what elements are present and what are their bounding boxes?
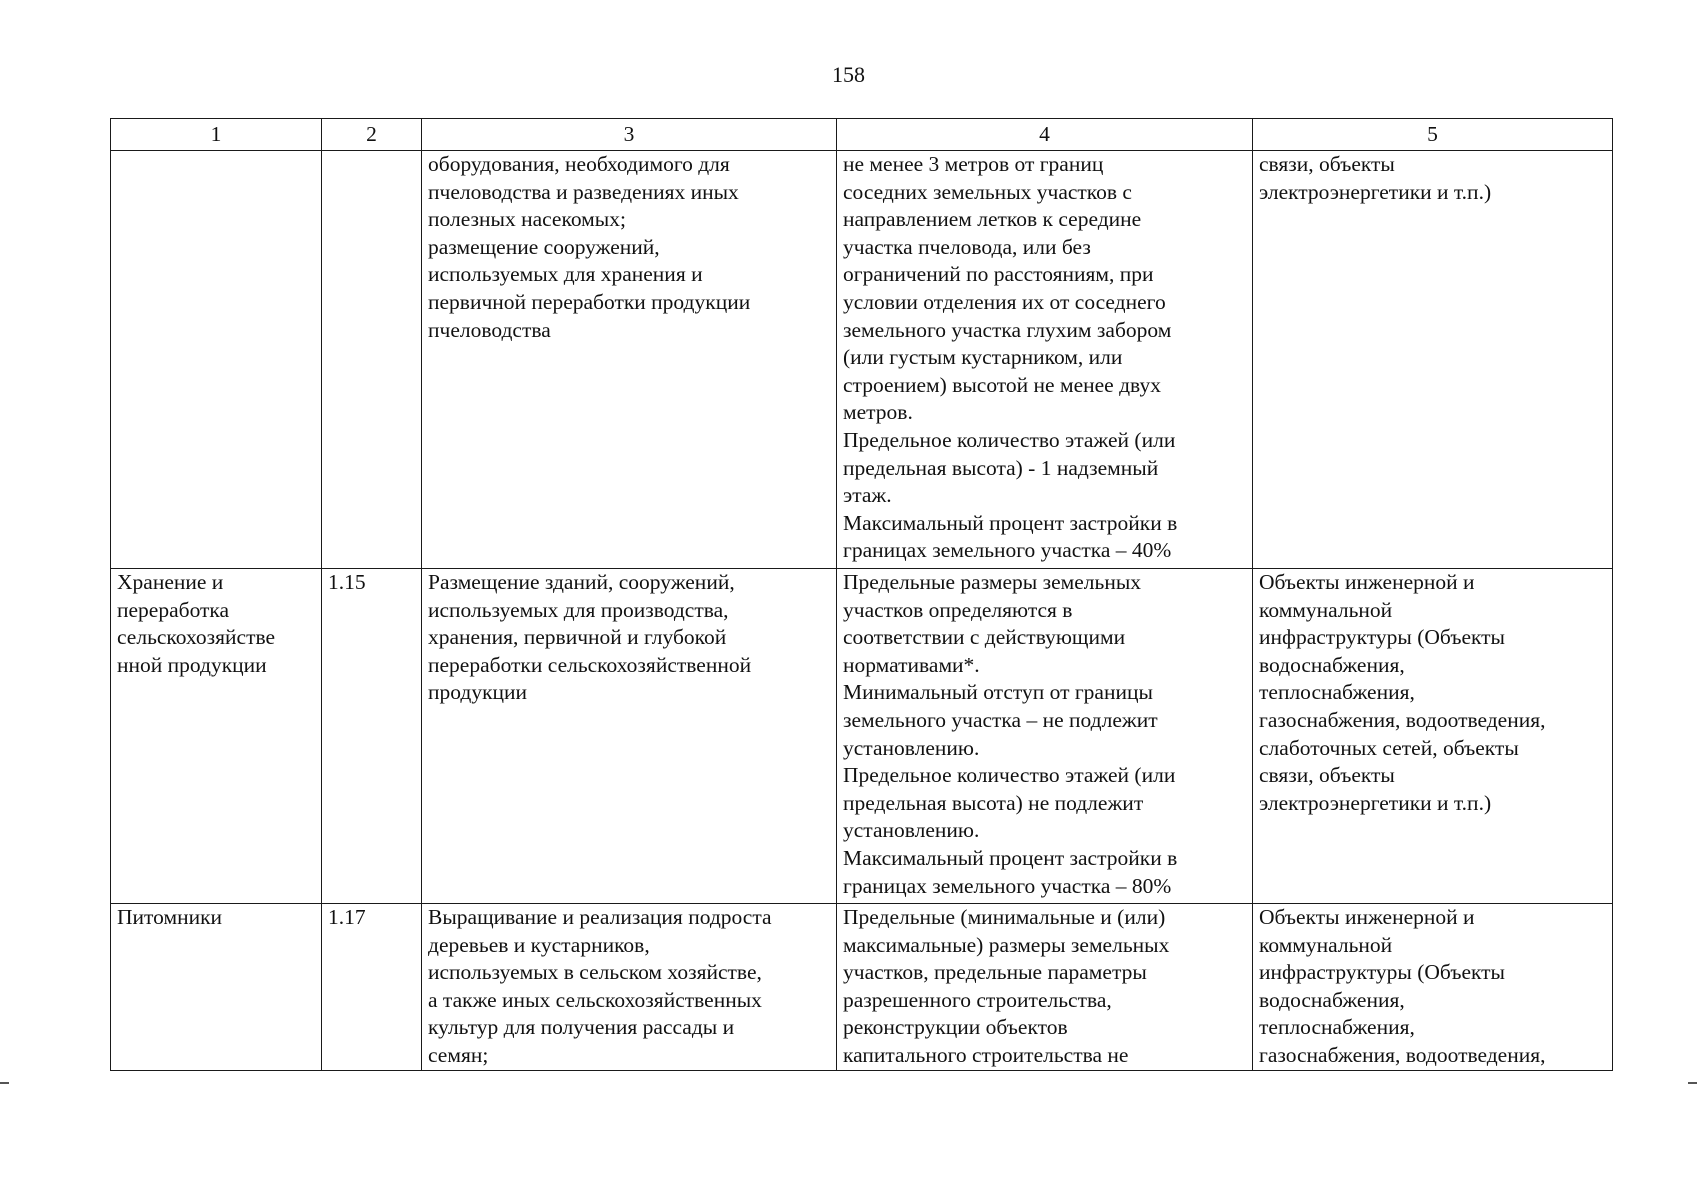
limit-parameters-cell: не менее 3 метров от границ соседних земельных участков с направлением летков к середине участка пчеловода, или без ограничений по расстояниям, при условии отделения их от соседнего земельного участка глухим забором (или густым кустарником, или строением) высотой не менее двух метров. Предельное количество этажей (или предельная высота) - 1 надземный этаж. Максимальный процент застройки в границах земельного участка – 40%: [837, 151, 1253, 569]
scan-edge-mark-left: [0, 1082, 9, 1084]
use-name-cell: [111, 151, 322, 569]
table-row: [111, 151, 1613, 569]
limit-parameters-cell: Предельные (минимальные и (или) максимальные) размеры земельных участков, предельные параметры разрешенного строительства, реконструкции объектов капитального строительства не: [837, 904, 1253, 1071]
use-description-cell: Размещение зданий, сооружений, используемых для производства, хранения, первичной и глубокой переработки сельскохозяйственной продукции: [422, 569, 837, 904]
column-header-1: 1: [111, 119, 322, 151]
page-number: 158: [832, 62, 865, 87]
use-name-cell: Хранение и переработка сельскохозяйстве нной продукции: [111, 569, 322, 904]
use-name-cell: Питомники: [111, 904, 322, 1071]
table-header-row: [111, 119, 1613, 151]
use-description-cell: оборудования, необходимого для пчеловодства и разведениях иных полезных насекомых; размещение сооружений, используемых для хранения и первичной переработки продукции пчеловодства: [422, 151, 837, 569]
zoning-table: [110, 118, 1613, 1071]
scan-edge-mark-right: [1688, 1082, 1697, 1084]
column-header-2: 2: [322, 119, 422, 151]
permitted-objects-cell: Объекты инженерной и коммунальной инфраструктуры (Объекты водоснабжения, теплоснабжения, газоснабжения, водоотведения, слаботочных сетей, объекты связи, объекты электроэнергетики и т.п.): [1253, 569, 1613, 904]
column-header-5: 5: [1253, 119, 1613, 151]
use-code-cell: 1.15: [322, 569, 422, 904]
use-description-cell: Выращивание и реализация подроста деревьев и кустарников, используемых в сельском хозяйстве, а также иных сельскохозяйственных культур для получения рассады и семян;: [422, 904, 837, 1071]
limit-parameters-cell: Предельные размеры земельных участков определяются в соответствии с действующими нормативами*. Минимальный отступ от границы земельного участка – не подлежит установлению. Предельное количество этажей (или предельная высота) не подлежит установлению. Максимальный процент застройки в границах земельного участка – 80%: [837, 569, 1253, 904]
use-code-cell: [322, 151, 422, 569]
permitted-objects-cell: Объекты инженерной и коммунальной инфраструктуры (Объекты водоснабжения, теплоснабжения, газоснабжения, водоотведения,: [1253, 904, 1613, 1071]
column-header-4: 4: [837, 119, 1253, 151]
use-code-cell: 1.17: [322, 904, 422, 1071]
table-row: [111, 904, 1613, 1071]
column-header-3: 3: [422, 119, 837, 151]
table-row: [111, 569, 1613, 904]
permitted-objects-cell: связи, объекты электроэнергетики и т.п.): [1253, 151, 1613, 569]
